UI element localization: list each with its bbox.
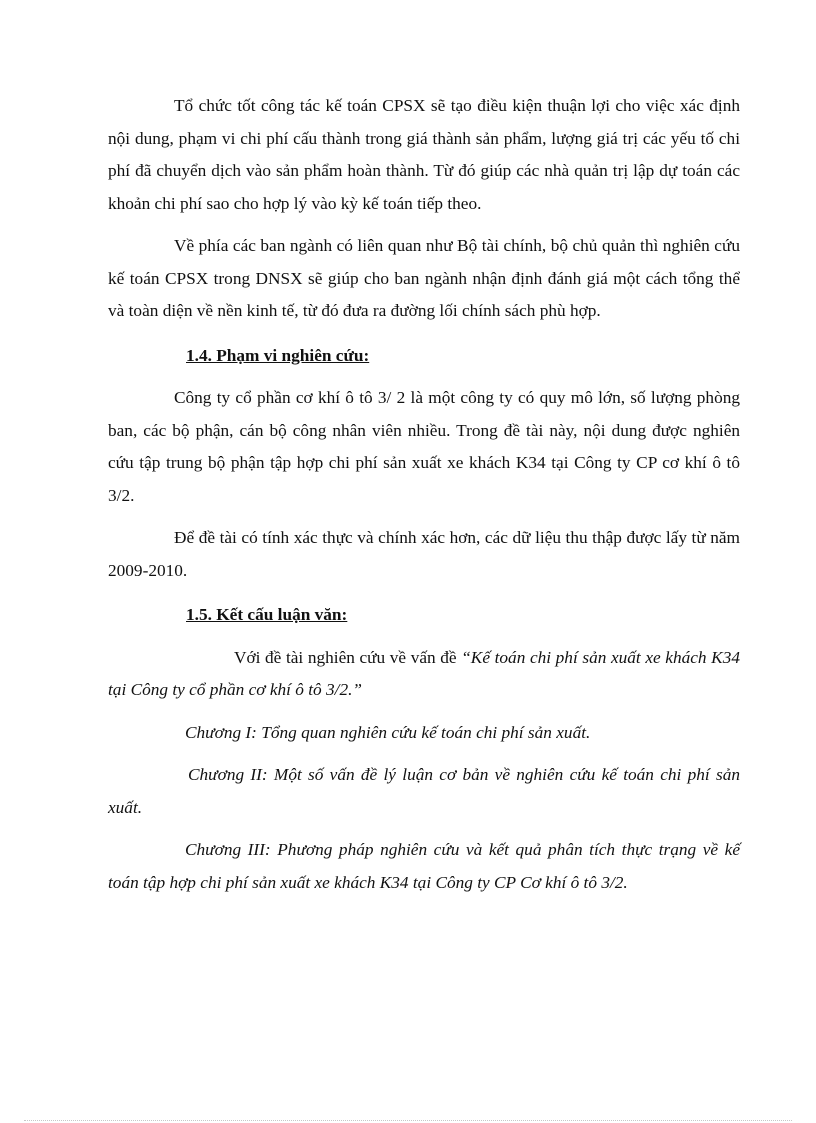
chapter-3: Chương III: Phương pháp nghiên cứu và kết quả phân tích thực trạng về kế toán tập hợp chi phí sản xuất xe khách K34 tại Công ty CP Cơ khí ô tô 3/2. (108, 840, 740, 892)
chapter-1: Chương I: Tổng quan nghiên cứu kế toán chi phí sản xuất. (185, 722, 591, 742)
paragraph-cpsx-organization: Tổ chức tốt công tác kế toán CPSX sẽ tạo điều kiện thuận lợi cho việc xác định nội dung, phạm vi chi phí cấu thành trong giá thành sản phẩm, lượng giá trị các yếu tố chi phí đã chuyển dịch vào sản phẩm hoàn thành. Từ đó giúp các nhà quản trị lập dự toán các khoản chi phí sao cho hợp lý vào kỳ kế toán tiếp theo. (108, 96, 740, 213)
paragraph-agencies: Về phía các ban ngành có liên quan như Bộ tài chính, bộ chủ quản thì nghiên cứu kế toán CPSX trong DNSX sẽ giúp cho ban ngành nhận định đánh giá một cách tổng thể và toàn diện về nền kinh tế, từ đó đưa ra đường lối chính sách phù hợp. (108, 236, 740, 320)
intro-italic-title: “Kế toán chi phí sản xuất xe khách K34 tại Công ty cổ phần cơ khí ô tô 3/2.” (108, 647, 740, 699)
heading-research-scope: 1.4. Phạm vi nghiên cứu: (186, 345, 370, 365)
page-bottom-rule (24, 1120, 792, 1121)
paragraph-structure-intro (108, 642, 740, 707)
document-page (108, 90, 740, 899)
chapter-2: Chương II: Một số vấn đề lý luận cơ bản về nghiên cứu kế toán chi phí sản xuất. (108, 765, 740, 817)
heading-thesis-structure: 1.5. Kết cấu luận văn: (186, 605, 348, 624)
paragraph-company-scope: Công ty cổ phần cơ khí ô tô 3/ 2 là một công ty có quy mô lớn, số lượng phòng ban, các bộ phận, cán bộ công nhân viên nhiều. Trong đề tài này, nội dung được nghiên cứu tập trung bộ phận tập hợp chi phí sản xuất xe khách K34 tại Công ty CP cơ khí ô tô 3/2. (108, 388, 740, 505)
paragraph-data-period: Để đề tài có tính xác thực và chính xác hơn, các dữ liệu thu thập được lấy từ năm 2009-2010. (108, 528, 740, 580)
intro-plain-text: Với đề tài nghiên cứu về vấn đề (234, 647, 462, 667)
